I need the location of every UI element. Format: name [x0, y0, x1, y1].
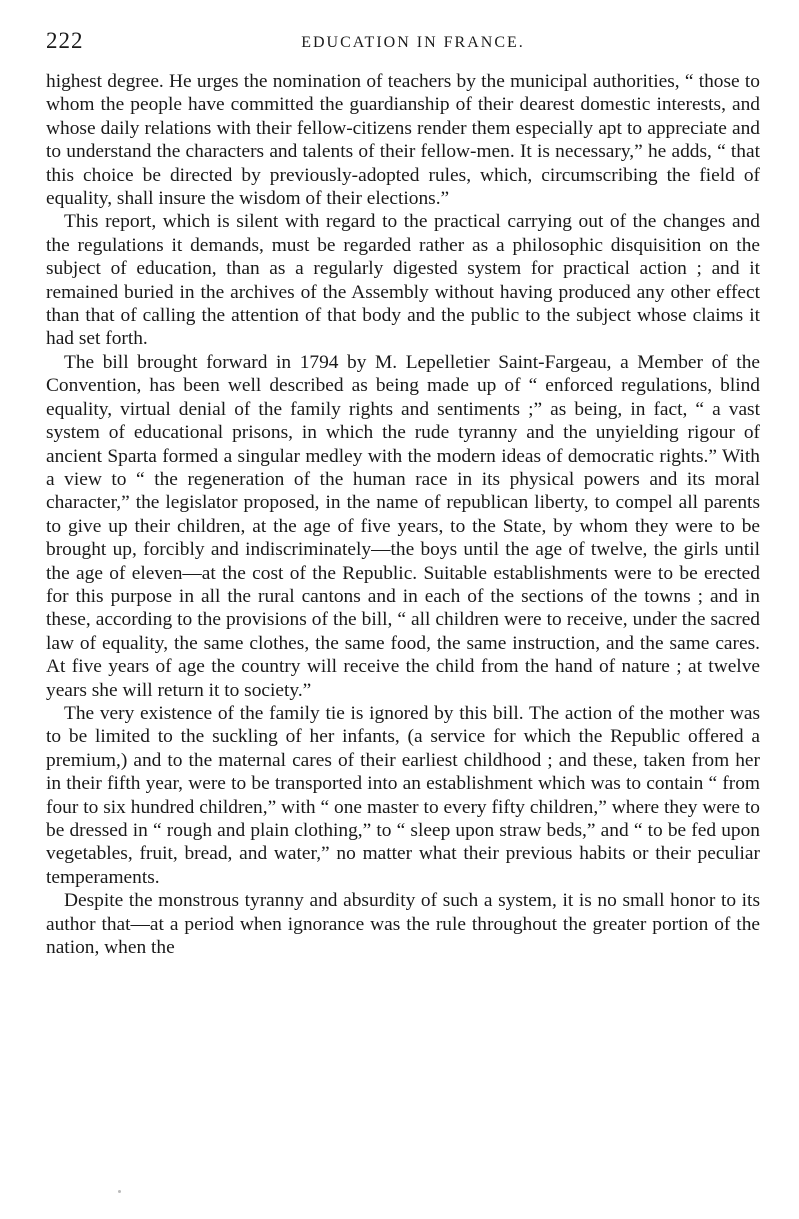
- paragraph-family-tie: The very existence of the family tie is ignored by this bill. The action of the mother was to be limited to the suckling of her infants, (a service for which the Republic offered a premium,) and to the maternal cares of their earliest childhood ; and these, taken from her in their fifth year, were to be transported into an establishment which was to contain “ from four to six hundred children,” with “ one master to every fifty children,” where they were to be dressed in “ rough and plain clothing,” to “ sleep upon straw beds,” and “ to be fed upon vegetables, fruit, bread, and water,” no matter what their previous habits or their peculiar temperaments.: [46, 702, 760, 888]
- print-speck: [118, 1190, 121, 1193]
- paragraph-continuation: highest degree. He urges the nomination of teachers by the municipal authorities, “ those to whom the people have committed the guardianship of their dearest domestic interests, and whose daily relations with their fellow-citizens render them especially apt to appreciate and to understand the characters and talents of their fellow-men. It is necessary,” he adds, “ that this choice be directed by previously-adopted rules, which, circumscribing the field of equality, shall insure the wisdom of their elections.”: [46, 71, 760, 210]
- running-title: EDUCATION IN FRANCE.: [301, 34, 525, 51]
- body-text: [46, 70, 760, 959]
- paragraph-bill: The bill brought forward in 1794 by M. Lepelletier Saint-Fargeau, a Member of the Convention, has been well described as being made up of “ enforced regulations, blind equality, virtual denial of the family rights and sentiments ;” as being, in fact, “ a vast system of educational prisons, in which the rude tyranny and the unyielding rigour of ancient Sparta formed a singular medley with the modern ideas of democratic rights.” With a view to “ the regeneration of the human race in its physical powers and its moral character,” the legislator proposed, in the name of republican liberty, to compel all parents to give up their children, at the age of five years, to the State, by whom they were to be brought up, forcibly and indiscriminately—the boys until the age of twelve, the girls until the age of eleven—at the cost of the Republic. Suitable establishments were to be erected for this purpose in all the rural cantons and in each of the sections of the towns ; and in these, according to the provisions of the bill, “ all children were to receive, under the sacred law of equality, the same clothes, the same food, the same instruction, and the same cares. At five years of age the country will receive the child from the hand of nature ; at twelve years she will return it to society.”: [46, 351, 760, 701]
- paragraph-report: This report, which is silent with regard to the practical carrying out of the changes and the regulations it demands, must be regarded rather as a philosophic disquisition on the subject of education, than as a regularly digested system for practical action ; and it remained buried in the archives of the Assembly without having produced any other effect than that of calling the attention of that body and the public to the subject whose claims it had set forth.: [46, 211, 760, 350]
- page-header: [46, 28, 760, 62]
- page-number: 222: [46, 28, 84, 53]
- book-page: [46, 28, 760, 959]
- paragraph-despite: Despite the monstrous tyranny and absurdity of such a system, it is no small honor to its author that—at a period when ignorance was the rule throughout the greater portion of the nation, when the: [46, 890, 760, 959]
